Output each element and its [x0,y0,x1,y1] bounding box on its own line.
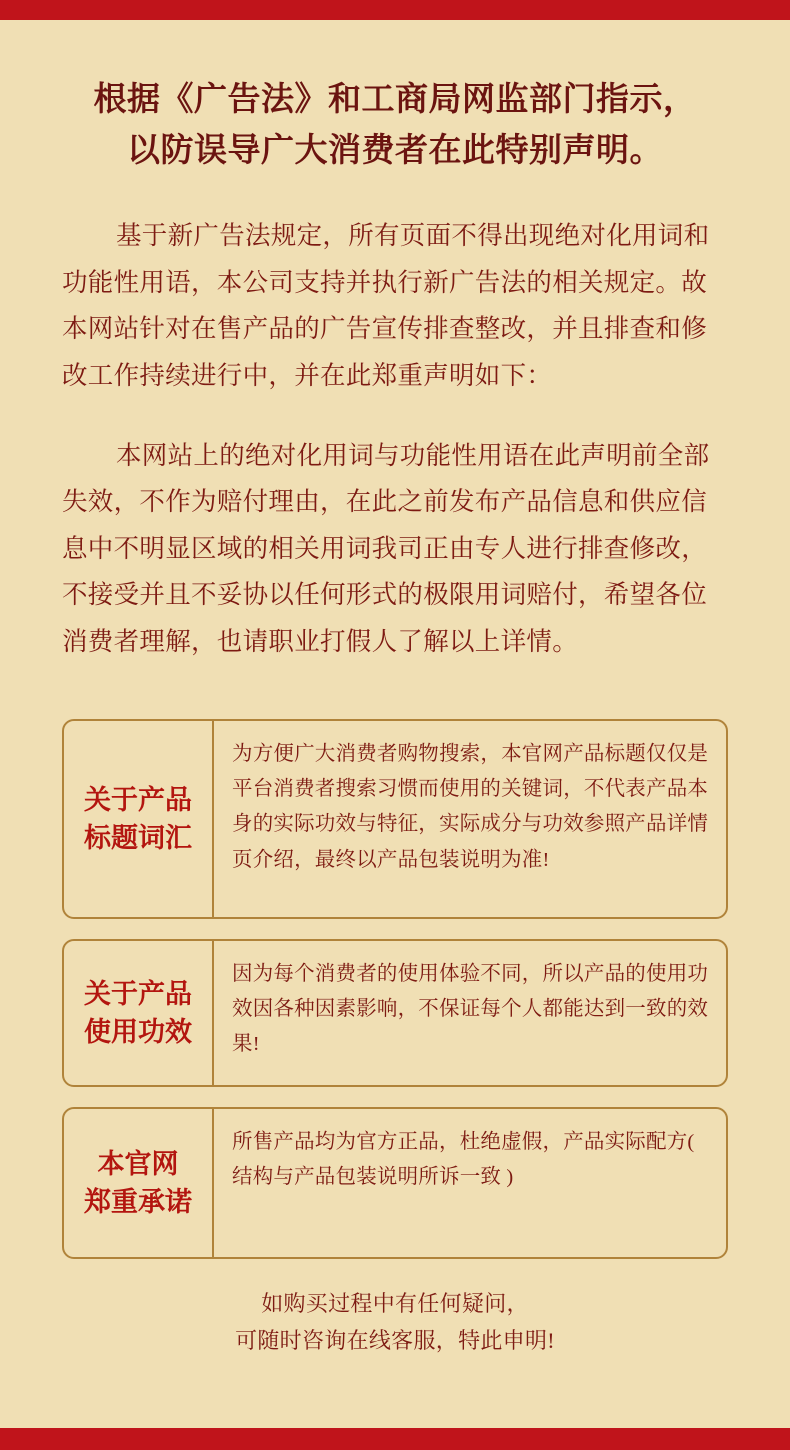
card-title-line-2: 郑重承诺 [84,1186,192,1217]
statement-paragraph-1: 基于新广告法规定，所有页面不得出现绝对化用词和功能性用语，本公司支持并执行新广告法的相关规定。故本网站针对在售产品的广告宣传排查整改，并且排查和修改工作持续进行中，并在此郑重声明如下： [62,221,710,390]
card-title-line-1: 本官网 [97,1148,179,1179]
footer-note [62,1285,728,1360]
card-body: 所售产品均为官方正品，杜绝虚假，产品实际配方( 结构与产品包装说明所诉一致 ) [232,1130,695,1189]
page-title-line-1: 根据《广告法》和工商局网监部门指示， [93,82,697,118]
card-title-line-2: 标题词汇 [84,822,192,853]
card-title [64,1109,214,1257]
card-body: 因为每个消费者的使用体验不同，所以产品的使用功效因各种因素影响，不保证每个人都能达到一致的效果! [232,962,709,1056]
statement-card-list [62,719,728,1259]
page-title [62,20,728,177]
card-body: 为方便广大消费者购物搜索，本官网产品标题仅仅是平台消费者搜索习惯而使用的关键词，不代表产品本身的实际功效与特征，实际成分与功效参照产品详情页介绍，最终以产品包装说明为准! [232,742,709,871]
card-product-title-wording [62,719,728,919]
card-title [64,941,214,1085]
statement-panel [0,20,790,1428]
statement-paragraph-2: 本网站上的绝对化用词与功能性用语在此声明前全部失效，不作为赔付理由，在此之前发布产品信息和供应信息中不明显区域的相关用词我司正由专人进行排查修改，不接受并且不妥协以任何形式的极限用词赔付，希望各位消费者理解，也请职业打假人了解以上详情。 [62,440,710,656]
footer-note-line-1: 如购买过程中有任何疑问， [261,1290,529,1316]
bottom-red-bar [0,1428,790,1450]
footer-note-line-2: 可随时咨询在线客服，特此申明! [235,1328,555,1354]
card-title-line-2: 使用功效 [84,1016,192,1047]
card-official-commitment [62,1107,728,1259]
page-title-line-2: 以防误导广大消费者在此特别声明。 [127,133,663,170]
card-title-line-1: 关于产品 [84,978,192,1009]
top-red-bar [0,0,790,20]
card-title-line-1: 关于产品 [84,784,192,815]
card-title [64,721,214,917]
card-product-效果-usage [62,939,728,1087]
